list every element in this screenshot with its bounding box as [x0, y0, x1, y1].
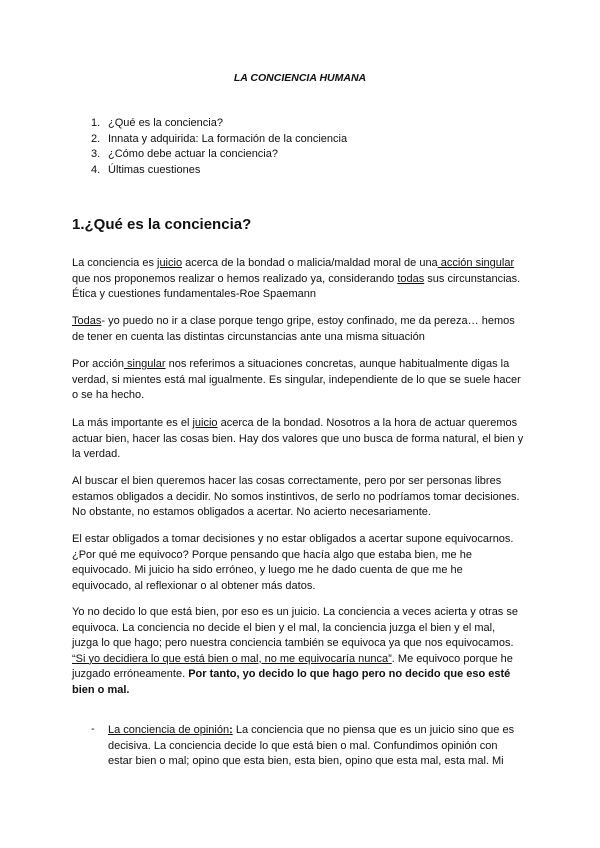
paragraph-definition: La conciencia es juicio acerca de la bondad o malicia/maldad moral de una acción singular que nos proponemos realizar o hemos realizado ya, considerando todas sus circunstancias. Ética y cuestiones fundamentales-Roe Spaemann	[72, 256, 534, 303]
document-title: LA CONCIENCIA HUMANA	[233, 72, 367, 84]
toc-item: 3. ¿Cómo debe actuar la conciencia?	[91, 148, 278, 161]
underlined-term: Todas	[72, 315, 102, 327]
underlined-term: juicio	[157, 257, 183, 269]
bold-statement: Por tanto, yo decido lo que hago pero no decido que eso esté	[188, 668, 511, 681]
bold-statement: bien o mal.	[72, 683, 130, 696]
toc-item: 4. Últimas cuestiones	[91, 163, 201, 176]
bullet-item-conciencia-opinion: La conciencia de opinión: La conciencia que no piensa que es un juicio sino que es decisiva. La conciencia decide lo que está bien o mal. Confundimos opinión con estar bien o mal; opino que esta bien, esta bien, opino que esta mal, esta mal. Mi	[108, 724, 515, 768]
citation: Ética y cuestiones fundamentales-Roe Spaemann	[72, 288, 316, 301]
bullet-label: La conciencia de opinión	[108, 724, 230, 736]
table-of-contents	[91, 116, 347, 178]
paragraph-accion-singular: Por acción singular nos referimos a situaciones concretas, aunque habitualmente digas la verdad, si mientes está mal igualmente. Es singular, independiente de lo que se suele hacer o se ha hecho.	[72, 358, 521, 402]
paragraph-equivocarnos: El estar obligados a tomar decisiones y no estar obligados a acertar supone equivocarnos. ¿Por qué me equivoco? Porque pensando que hacía algo que estaba bien, me he equivocado. Mi juicio ha sido erróneo, y luego me he dado cuenta de que me he equivocado, al reflexionar o al obtener más datos.	[72, 533, 514, 592]
paragraph-buscar-bien: Al buscar el bien queremos hacer las cosas correctamente, pero por ser personas libres estamos obligados a decidir. No somos instintivos, de serlo no podríamos tomar decisiones. No obstante, no estamos obligados a acertar. No acierto necesariamente.	[72, 475, 520, 519]
paragraph-todas: Todas- yo puedo no ir a clase porque tengo gripe, estoy confinado, me da pereza… hemos de tener en cuenta las distintas circunstancias ante una misma situación	[72, 315, 515, 343]
toc-item: 1. ¿Qué es la conciencia?	[91, 117, 223, 129]
paragraph-juicio: La más importante es el juicio acerca de la bondad. Nosotros a la hora de actuar queremos actuar bien, hacer las cosas bien. Hay dos valores que uno busca de forma natural, el bien y la verdad.	[72, 417, 524, 461]
section-heading: 1.¿Qué es la conciencia?	[72, 216, 252, 233]
toc-item: 2. Innata y adquirida: La formación de la conciencia	[91, 132, 348, 145]
bullet-marker: -	[91, 723, 95, 735]
underlined-term: singular	[123, 358, 166, 370]
paragraph-decido: Yo no decido lo que está bien, por eso es un juicio. La conciencia a veces acierta y otras se equivoca. La conciencia no decide el bien y el mal, la conciencia juzga el bien y el mal, juzga lo que hago; pero nuestra conciencia también se equivoca ya que nos equivocamos. “Si yo decidiera lo que está bien o mal, no me equivocaría nunca”. Me equivoco porque he juzgado erróneamente. Por tanto, yo decido lo que hago pero no decido que eso esté bien o mal.	[72, 605, 534, 699]
underlined-term: acción singular	[437, 257, 515, 269]
underlined-term: todas	[397, 272, 425, 285]
underlined-term: juicio	[192, 417, 218, 429]
underlined-quote: “Si yo decidiera lo que está bien o mal, no me equivocaría nunca”	[72, 652, 392, 665]
